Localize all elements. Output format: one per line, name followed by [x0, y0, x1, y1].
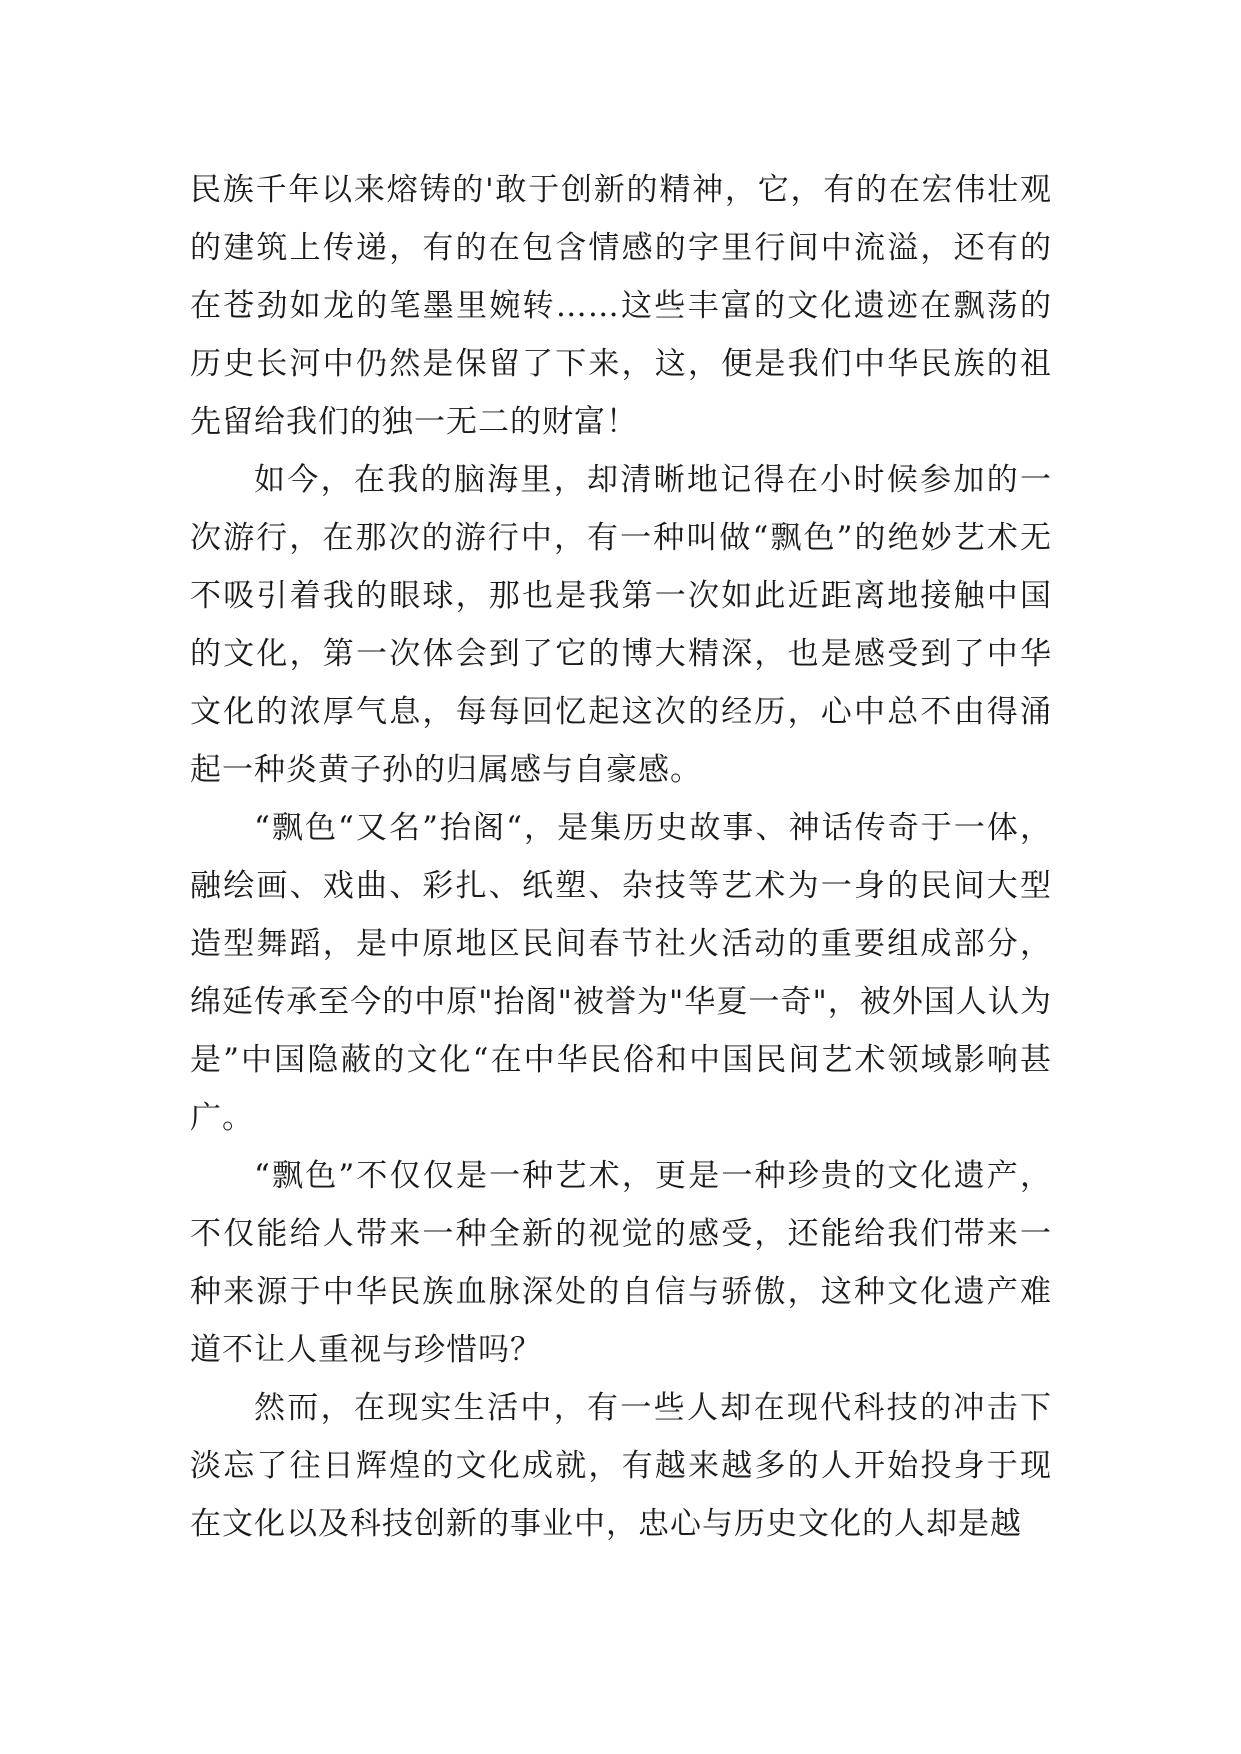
paragraph-2: 如今，在我的脑海里，却清晰地记得在小时候参加的一次游行，在那次的游行中，有一种叫做“飘色”的绝妙艺术无不吸引着我的眼球，那也是我第一次如此近距离地接触中国的文化，第一次体会到了它的博大精深，也是感受到了中华文化的浓厚气息，每每回忆起这次的经历，心中总不由得涌起一种炎黄子孙的归属感与自豪感。 — [190, 462, 1052, 788]
paragraph-1: 民族千年以来熔铸的'敢于创新的精神，它，有的在宏伟壮观的建筑上传递，有的在包含情感的字里行间中流溢，还有的在苍劲如龙的笔墨里婉转……这些丰富的文化遗迹在飘荡的历史长河中仍然是保留了下来，这，便是我们中华民族的祖先留给我们的独一无二的财富！ — [190, 172, 1052, 440]
essay-body — [190, 161, 1052, 1553]
paragraph-3: “飘色“又名”抬阁“，是集历史故事、神话传奇于一体，融绘画、戏曲、彩扎、纸塑、杂技等艺术为一身的民间大型造型舞蹈，是中原地区民间春节社火活动的重要组成部分，绵延传承至今的中原"抬阁"被誉为"华夏一奇"，被外国人认为是”中国隐蔽的文化“在中华民俗和中国民间艺术领域影响甚广。 — [190, 810, 1052, 1136]
paragraph-5: 然而，在现实生活中，有一些人却在现代科技的冲击下淡忘了往日辉煌的文化成就，有越来越多的人开始投身于现在文化以及科技创新的事业中，忠心与历史文化的人却是越 — [190, 1390, 1052, 1542]
paragraph-4: “飘色”不仅仅是一种艺术，更是一种珍贵的文化遗产，不仅能给人带来一种全新的视觉的感受，还能给我们带来一种来源于中华民族血脉深处的自信与骄傲，这种文化遗产难道不让人重视与珍惜吗？ — [190, 1158, 1052, 1368]
